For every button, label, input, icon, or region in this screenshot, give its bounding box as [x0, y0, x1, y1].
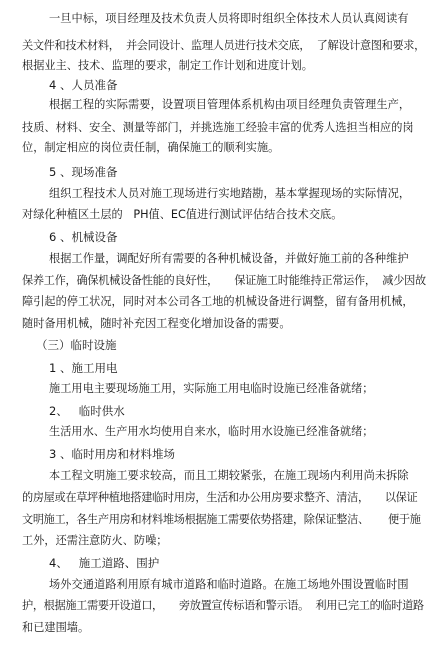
paragraph-line: 根据业主、技术、监理的要求，制定工作计划和进度计划。: [22, 59, 313, 72]
paragraph-line: 工外，还需注意防火、防噪；: [22, 534, 168, 547]
paragraph-line: 一旦中标，项目经理及技术负责人员将即时组织全体技术人员认真阅读有: [49, 12, 409, 25]
section-heading: 5 、现场准备: [49, 165, 118, 179]
subsection-heading: 1 、施工用电: [49, 361, 118, 375]
paragraph-line: 场外交通道路利用原有城市道路和临时道路。在施工场地外围设置临时围: [49, 578, 409, 591]
paragraph-line: 生活用水、生产用水均使用自来水，临时用水设施已经准备就绪；: [49, 425, 374, 438]
section-heading: 6 、机械设备: [49, 230, 118, 244]
paragraph-line: 和已建围墙。: [22, 621, 90, 634]
paragraph-line: 技质、材料、安全、测量等部门，并挑选施工经验丰富的优秀人选担当相应的岗: [22, 121, 414, 134]
paragraph-line: 关文件和技术材料， 并会同设计、监理人员进行技术交底， 了解设计意图和要求，: [22, 39, 425, 52]
paragraph-line: 位，制定相应的岗位责任制，确保施工的顺利实施。: [22, 141, 280, 154]
paragraph-line: 根据工程的实际需要，设置项目管理体系机构由项目经理负责管理生产，: [49, 98, 411, 111]
paragraph-line: 障引起的停工状况，同时对本公司各工地的机械设备进行调整，留有备用机械，: [22, 295, 414, 308]
paragraph-line: 随时备用机械，随时补充因工程变化增加设备的需要。: [22, 317, 291, 330]
paragraph-line: 护，根据施工需要开设道口， 旁放置宣传标语和警示语。 利用已完工的临时道路: [22, 599, 424, 612]
subsection-heading: 3 、临时用房和材料堆场: [49, 447, 175, 461]
subsection-heading: 4、 施工道路、围护: [49, 556, 160, 570]
subsection-heading: 2、 临时供水: [49, 404, 125, 418]
paragraph-line: 根据工作量，调配好所有需要的各种机械设备，并做好施工前的各种维护: [49, 252, 409, 265]
paragraph-line: 本工程文明施工要求较高，而且工期较紧张，在施工现场内利用尚未拆除: [49, 469, 409, 482]
paragraph-line: 施工用电主要现场施工用，实际施工用电临时设施已经准备就绪；: [49, 382, 374, 395]
paragraph-line: 组织工程技术人员对施工现场进行实地踏勘，基本掌握现场的实际情况，: [49, 187, 411, 200]
paragraph-line: 的房屋或在草坪种植地搭建临时用房，生活和办公用房要求整齐、清洁， 以保证: [22, 491, 418, 504]
paragraph-line: 保养工作，确保机械设备性能的良好性， 保证施工时能维持正常运作， 减少因故: [22, 274, 426, 287]
paragraph-line: 文明施工，各生产用房和材料堆场根据施工需要依势搭建，除保证整洁、 便于施: [22, 513, 421, 526]
section-heading: 4 、人员准备: [49, 78, 118, 92]
section-heading: （三）临时设施: [36, 338, 117, 352]
paragraph-line: 对绿化种植区土层的 PH值、EC值进行测试评估结合技术交底。: [22, 208, 343, 221]
